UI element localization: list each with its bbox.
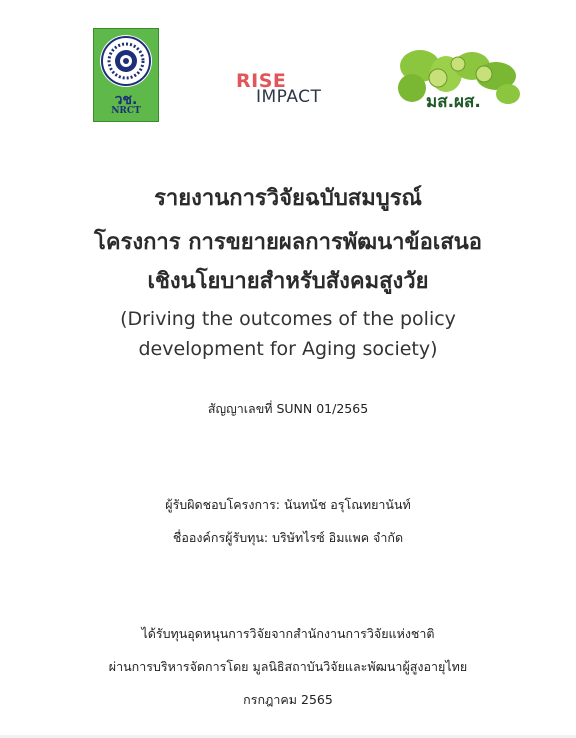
project-responsible: ผู้รับผิดชอบโครงการ: นันทนัช อรุโณทยานันท์ xyxy=(165,497,411,512)
nrct-seal-icon xyxy=(100,35,152,87)
rise-impact-logo xyxy=(232,70,344,110)
title-line-2: โครงการ การขยายผลการพัฒนาข้อเสนอ xyxy=(94,230,482,255)
subtitle-line-2: development for Aging society) xyxy=(138,338,438,360)
title-line-3: เชิงนโยบายสำหรับสังคมสูงวัย xyxy=(147,269,429,294)
ms-text: มส.ผส. xyxy=(426,92,481,112)
grantee-organization: ชื่อองค์กรผู้รับทุน: บริษัทไรซ์ อิมแพค จำกัด xyxy=(172,530,404,545)
ms-logo xyxy=(398,44,520,114)
report-date: กรกฎาคม 2565 xyxy=(243,692,333,707)
funding-source: ได้รับทุนอุดหนุนการวิจัยจากสำนักงานการวิจัยแห่งชาติ xyxy=(141,626,435,641)
nrct-logo xyxy=(93,28,159,122)
nrct-thai-mark: วช. xyxy=(114,92,138,108)
subtitle-line-1: (Driving the outcomes of the policy xyxy=(120,308,456,330)
rise-word: RISE xyxy=(236,70,287,92)
impact-word: IMPACT xyxy=(256,87,322,107)
title-line-1: รายงานการวิจัยฉบับสมบูรณ์ xyxy=(154,186,422,211)
contract-number: สัญญาเลขที่ SUNN 01/2565 xyxy=(207,401,369,416)
managed-by: ผ่านการบริหารจัดการโดย มูลนิธิสถาบันวิจัยและพัฒนาผู้สูงอายุไทย xyxy=(108,659,468,674)
nrct-text: NRCT xyxy=(111,106,141,116)
